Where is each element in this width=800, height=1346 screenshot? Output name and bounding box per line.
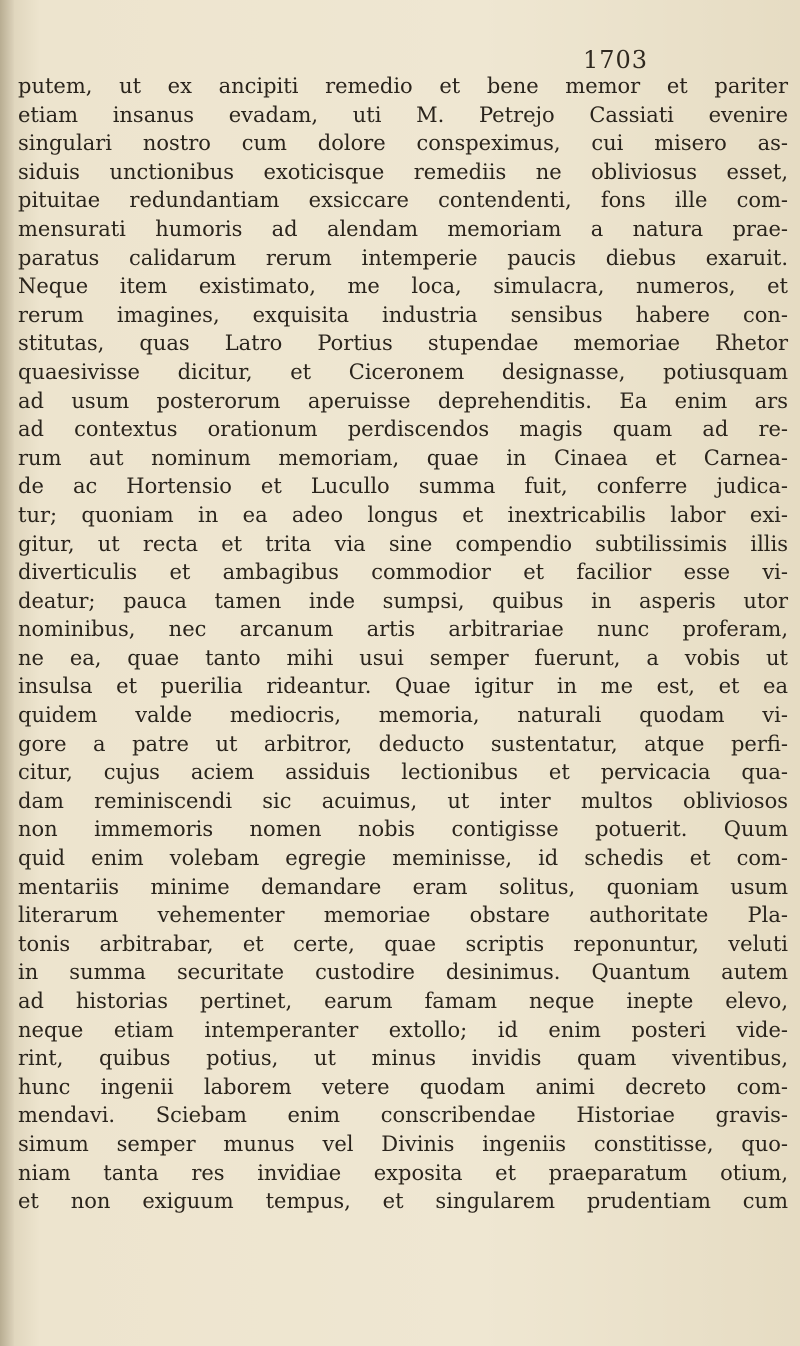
text-line: non immemoris nomen nobis contigisse potuerit. Quum <box>18 817 788 842</box>
text-line: rerum imagines, exquisita industria sensibus habere con- <box>18 302 788 327</box>
text-line: rum aut nominum memoriam, quae in Cinaea et Carnea- <box>18 445 788 470</box>
text-line: putem, ut ex ancipiti remedio et bene memor et pariter <box>18 74 788 98</box>
text-line: insulsa et puerilia rideantur. Quae igitur in me est, et ea <box>18 674 788 699</box>
text-line: neque etiam intemperanter extollo; id enim posteri vide- <box>18 1017 788 1042</box>
text-line: gore a patre ut arbitror, deducto sustentatur, atque perfi- <box>18 731 788 756</box>
text-line: quid enim volebam egregie meminisse, id schedis et com- <box>18 846 788 871</box>
text-line: pituitae redundantiam exsiccare contendenti, fons ille com- <box>18 188 788 213</box>
text-line: etiam insanus evadam, uti M. Petrejo Cassiati evenire <box>18 102 788 127</box>
text-line: nominibus, nec arcanum artis arbitrariae nunc proferam, <box>18 617 788 642</box>
text-line: ad historias pertinet, earum famam neque inepte elevo, <box>18 989 788 1013</box>
text-line: gitur, ut recta et trita via sine compendio subtilissimis illis <box>18 531 788 556</box>
text-line: dam reminiscendi sic acuimus, ut inter multos obliviosos <box>18 788 788 813</box>
text-line: simum semper munus vel Divinis ingeniis constitisse, quo- <box>18 1131 788 1156</box>
text-line: in summa securitate custodire desinimus. Quantum autem <box>18 960 788 985</box>
page-number: 1703 <box>583 46 649 74</box>
page-binding-edge <box>0 0 14 1346</box>
text-line: ne ea, quae tanto mihi usui semper fuerunt, a vobis ut <box>18 645 788 670</box>
text-line: de ac Hortensio et Lucullo summa fuit, conferre judica- <box>18 474 788 499</box>
text-line: tonis arbitrabar, et certe, quae scriptis reponuntur, veluti <box>18 931 788 956</box>
text-line: citur, cujus aciem assiduis lectionibus et pervicacia qua- <box>18 760 788 785</box>
text-line: singulari nostro cum dolore conspeximus, cui misero as- <box>18 131 788 156</box>
text-line: niam tanta res invidiae exposita et praeparatum otium, <box>18 1160 788 1185</box>
text-line: Neque item existimato, me loca, simulacra, numeros, et <box>18 274 788 299</box>
text-line: stitutas, quas Latro Portius stupendae memoriae Rhetor <box>18 331 788 356</box>
text-line: et non exiguum tempus, et singularem prudentiam cum <box>18 1189 788 1214</box>
text-line: quaesivisse dicitur, et Ciceronem designasse, potiusquam <box>18 359 788 384</box>
text-line: literarum vehementer memoriae obstare authoritate Pla- <box>18 903 788 928</box>
text-line: siduis unctionibus exoticisque remediis ne obliviosus esset, <box>18 159 788 184</box>
text-line: tur; quoniam in ea adeo longus et inextricabilis labor exi- <box>18 502 788 527</box>
text-line: ad contextus orationum perdiscendos magis quam ad re- <box>18 417 788 442</box>
text-line: hunc ingenii laborem vetere quodam animi decreto com- <box>18 1074 788 1099</box>
text-line: paratus calidarum rerum intemperie paucis diebus exaruit. <box>18 245 788 270</box>
text-line: mendavi. Sciebam enim conscribendae Historiae gravis- <box>18 1103 788 1128</box>
text-line: rint, quibus potius, ut minus invidis quam viventibus, <box>18 1046 788 1071</box>
body-text <box>18 72 788 1216</box>
text-line: diverticulis et ambagibus commodior et facilior esse vi- <box>18 560 788 585</box>
text-line: mentariis minime demandare eram solitus, quoniam usum <box>18 874 788 899</box>
text-line: ad usum posterorum aperuisse deprehenditis. Ea enim ars <box>18 388 788 413</box>
text-line: quidem valde mediocris, memoria, naturali quodam vi- <box>18 703 788 728</box>
text-line: deatur; pauca tamen inde sumpsi, quibus in asperis utor <box>18 588 788 613</box>
text-line: mensurati humoris ad alendam memoriam a natura prae- <box>18 216 788 241</box>
